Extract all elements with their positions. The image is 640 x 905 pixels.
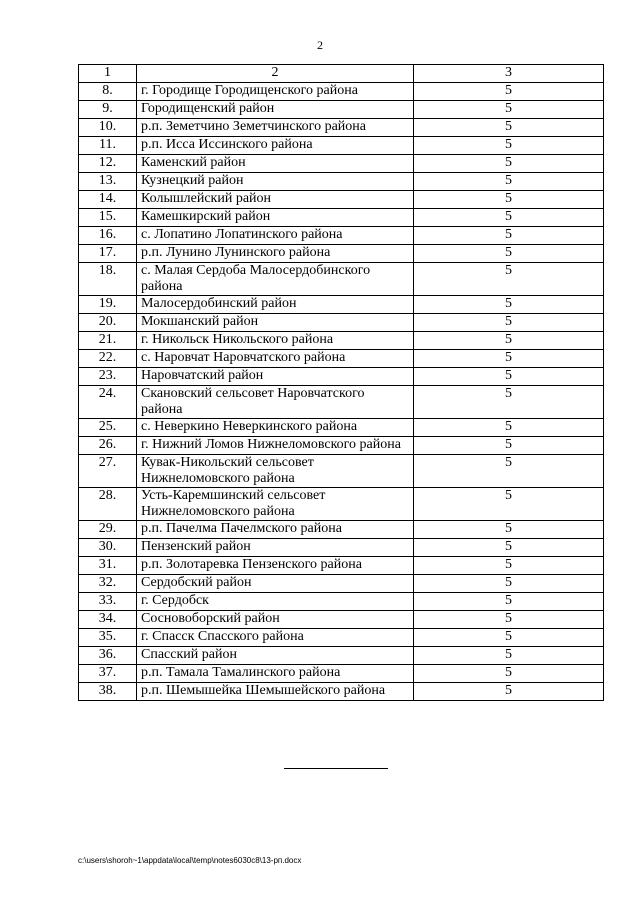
table-row (79, 173, 604, 191)
row-district-name: р.п. Золотаревка Пензенского района (137, 557, 414, 575)
row-value: 5 (414, 245, 604, 263)
row-number: 13. (79, 173, 137, 191)
row-value: 5 (414, 368, 604, 386)
row-district-name: Кузнецкий район (137, 173, 414, 191)
row-district-name: Пензенский район (137, 539, 414, 557)
row-district-name: Колышлейский район (137, 191, 414, 209)
row-district-name: Камешкирский район (137, 209, 414, 227)
row-value: 5 (414, 683, 604, 701)
row-district-name: р.п. Пачелма Пачелмского района (137, 521, 414, 539)
row-value: 5 (414, 488, 604, 521)
table-row (79, 350, 604, 368)
row-district-name: Скановский сельсовет Наровчатского района (137, 386, 414, 419)
row-district-name: р.п. Тамала Тамалинского района (137, 665, 414, 683)
row-value: 5 (414, 155, 604, 173)
table-row (79, 119, 604, 137)
row-value: 5 (414, 455, 604, 488)
table-row (79, 455, 604, 488)
row-value: 5 (414, 173, 604, 191)
table-row (79, 683, 604, 701)
row-value: 5 (414, 665, 604, 683)
table-row (79, 368, 604, 386)
row-value: 5 (414, 101, 604, 119)
table-row (79, 665, 604, 683)
row-value: 5 (414, 227, 604, 245)
row-number: 23. (79, 368, 137, 386)
row-district-name: Спасский район (137, 647, 414, 665)
row-number: 8. (79, 83, 137, 101)
row-number: 18. (79, 263, 137, 296)
row-district-name: г. Спасск Спасского района (137, 629, 414, 647)
row-district-name: г. Нижний Ломов Нижнеломовского района (137, 437, 414, 455)
row-district-name: р.п. Шемышейка Шемышейского района (137, 683, 414, 701)
row-district-name: с. Неверкино Неверкинского района (137, 419, 414, 437)
table-row (79, 137, 604, 155)
row-district-name: Сердобский район (137, 575, 414, 593)
table-row (79, 488, 604, 521)
row-district-name: Мокшанский район (137, 314, 414, 332)
row-number: 32. (79, 575, 137, 593)
row-district-name: р.п. Исса Иссинского района (137, 137, 414, 155)
row-district-name: Каменский район (137, 155, 414, 173)
row-number: 31. (79, 557, 137, 575)
row-number: 25. (79, 419, 137, 437)
row-value: 5 (414, 263, 604, 296)
row-district-name: Городищенский район (137, 101, 414, 119)
signature-line (284, 768, 388, 769)
row-number: 28. (79, 488, 137, 521)
table-row (79, 611, 604, 629)
table-row (79, 227, 604, 245)
table-row (79, 593, 604, 611)
row-number: 27. (79, 455, 137, 488)
row-number: 9. (79, 101, 137, 119)
row-number: 12. (79, 155, 137, 173)
row-value: 5 (414, 296, 604, 314)
table-header-row (79, 65, 604, 83)
table-row (79, 209, 604, 227)
row-number: 24. (79, 386, 137, 419)
row-district-name: г. Сердобск (137, 593, 414, 611)
header-col-3: 3 (414, 65, 604, 83)
table-row (79, 575, 604, 593)
row-value: 5 (414, 137, 604, 155)
row-value: 5 (414, 419, 604, 437)
row-number: 20. (79, 314, 137, 332)
row-value: 5 (414, 629, 604, 647)
row-district-name: г. Городище Городищенского района (137, 83, 414, 101)
row-value: 5 (414, 119, 604, 137)
table-row (79, 419, 604, 437)
row-value: 5 (414, 314, 604, 332)
row-value: 5 (414, 350, 604, 368)
table-body (79, 65, 604, 701)
row-number: 35. (79, 629, 137, 647)
row-value: 5 (414, 437, 604, 455)
row-number: 37. (79, 665, 137, 683)
page-number: 2 (317, 38, 323, 52)
row-district-name: г. Никольск Никольского района (137, 332, 414, 350)
row-value: 5 (414, 521, 604, 539)
footer-file-path: c:\users\shoroh~1\appdata\local\temp\notes6030c8\13-рп.docx (78, 856, 302, 865)
row-number: 19. (79, 296, 137, 314)
row-number: 38. (79, 683, 137, 701)
row-number: 11. (79, 137, 137, 155)
row-number: 17. (79, 245, 137, 263)
table-row (79, 155, 604, 173)
row-value: 5 (414, 539, 604, 557)
table-row (79, 101, 604, 119)
row-number: 16. (79, 227, 137, 245)
table-row (79, 263, 604, 296)
row-value: 5 (414, 191, 604, 209)
header-col-2: 2 (137, 65, 414, 83)
row-value: 5 (414, 557, 604, 575)
header-col-1: 1 (79, 65, 137, 83)
table-row (79, 83, 604, 101)
table-row (79, 332, 604, 350)
row-number: 26. (79, 437, 137, 455)
row-number: 10. (79, 119, 137, 137)
table-row (79, 647, 604, 665)
table-row (79, 539, 604, 557)
row-number: 34. (79, 611, 137, 629)
row-value: 5 (414, 593, 604, 611)
row-district-name: с. Наровчат Наровчатского района (137, 350, 414, 368)
row-district-name: Сосновоборский район (137, 611, 414, 629)
row-value: 5 (414, 83, 604, 101)
table-row (79, 521, 604, 539)
table-row (79, 629, 604, 647)
row-value: 5 (414, 611, 604, 629)
table-row (79, 296, 604, 314)
row-value: 5 (414, 332, 604, 350)
row-value: 5 (414, 647, 604, 665)
table-row (79, 557, 604, 575)
row-value: 5 (414, 209, 604, 227)
row-value: 5 (414, 386, 604, 419)
row-number: 29. (79, 521, 137, 539)
table-row (79, 314, 604, 332)
row-district-name: Малосердобинский район (137, 296, 414, 314)
row-number: 36. (79, 647, 137, 665)
table-row (79, 245, 604, 263)
table-row (79, 437, 604, 455)
row-number: 14. (79, 191, 137, 209)
table-row (79, 191, 604, 209)
row-number: 33. (79, 593, 137, 611)
row-value: 5 (414, 575, 604, 593)
row-district-name: Усть-Каремшинский сельсовет Нижнеломовского района (137, 488, 414, 521)
row-number: 15. (79, 209, 137, 227)
row-district-name: Наровчатский район (137, 368, 414, 386)
row-district-name: с. Лопатино Лопатинского района (137, 227, 414, 245)
row-number: 21. (79, 332, 137, 350)
districts-table (78, 64, 604, 701)
row-district-name: р.п. Лунино Лунинского района (137, 245, 414, 263)
row-district-name: Кувак-Никольский сельсовет Нижнеломовского района (137, 455, 414, 488)
row-number: 30. (79, 539, 137, 557)
row-district-name: р.п. Земетчино Земетчинского района (137, 119, 414, 137)
row-number: 22. (79, 350, 137, 368)
row-district-name: с. Малая Сердоба Малосердобинского района (137, 263, 414, 296)
table-row (79, 386, 604, 419)
